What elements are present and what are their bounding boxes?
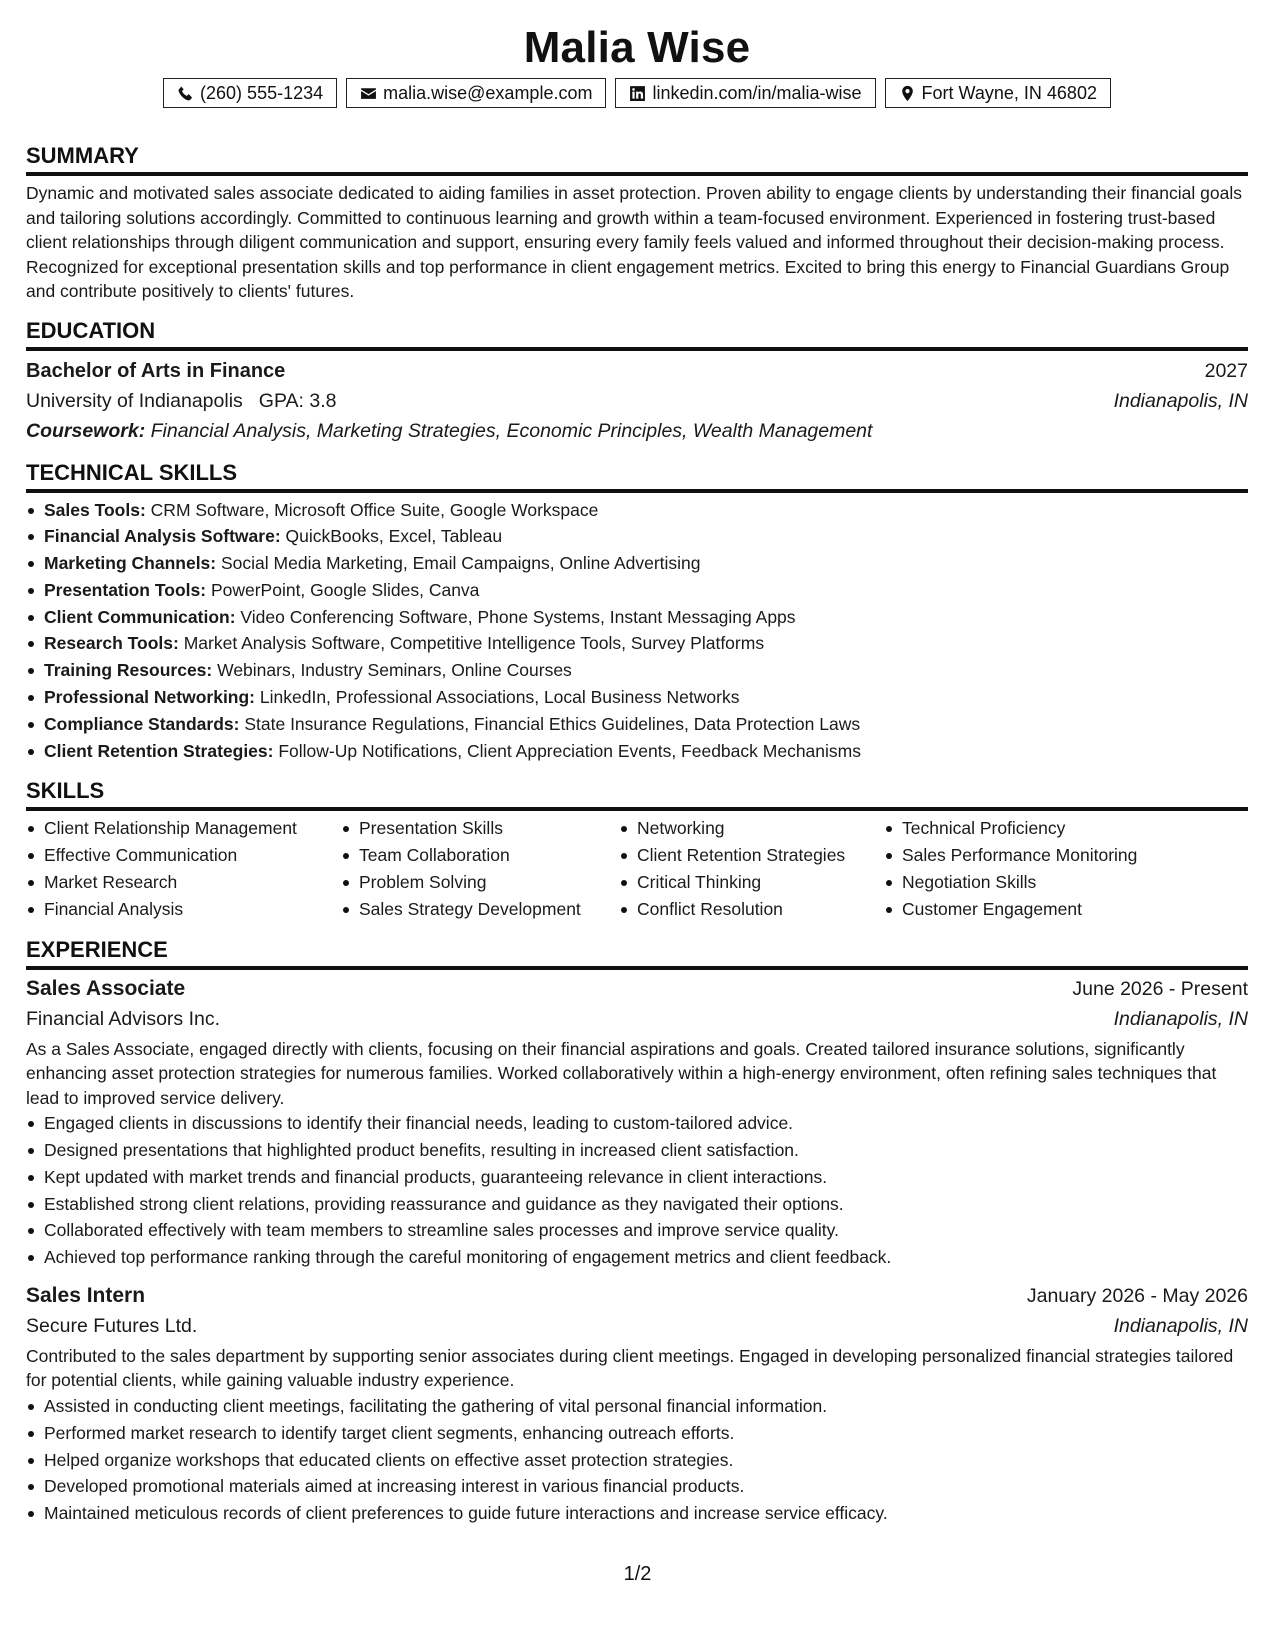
skills-section	[26, 778, 1248, 922]
tech-skill-value: PowerPoint, Google Slides, Canva	[210, 579, 480, 600]
job-description: As a Sales Associate, engaged directly with clients, focusing on their financial aspirations and goals. Created tailored insurance solutions, significantly enhancing asset protection strategies for numerous families. Worked collaboratively within a high-energy environment, often refining sales techniques that lead to improved service delivery.	[26, 1038, 1217, 1108]
tech-skill-value: Market Analysis Software, Competitive Intelligence Tools, Survey Platforms	[183, 633, 765, 654]
envelope-icon	[360, 85, 377, 102]
list-item: Sales Strategy Development	[341, 896, 619, 923]
tech-skill-value: Social Media Marketing, Email Campaigns, Online Advertising	[221, 553, 701, 574]
degree-name: Bachelor of Arts in Finance	[26, 359, 286, 382]
list-item: Helped organize workshops that educated clients on effective asset protection strategies.	[26, 1447, 1248, 1474]
list-item: Problem Solving	[341, 869, 619, 896]
list-item: Established strong client relations, providing reassurance and guidance as they navigated their options.	[26, 1191, 1248, 1218]
technical-skills-heading: TECHNICAL SKILLS	[26, 460, 1248, 493]
experience-section	[26, 937, 1248, 1527]
list-item: Customer Engagement	[884, 896, 1214, 923]
education-degree-row	[26, 356, 1248, 386]
contact-email-text: malia.wise@example.com	[383, 82, 593, 103]
technical-skills-section	[26, 460, 1248, 765]
list-item: Assisted in conducting client meetings, facilitating the gathering of vital personal financial information.	[26, 1393, 1248, 1420]
skills-grid	[26, 815, 1248, 922]
tech-skill-label: Professional Networking:	[44, 687, 256, 708]
list-item: Achieved top performance ranking through the careful monitoring of engagement metrics and client feedback.	[26, 1244, 1248, 1271]
tech-skill-label: Presentation Tools:	[44, 579, 207, 600]
contact-phone[interactable]	[163, 78, 337, 108]
linkedin-icon	[629, 85, 646, 102]
tech-skill-label: Marketing Channels:	[44, 553, 217, 574]
list-item: Developed promotional materials aimed at increasing interest in various financial products.	[26, 1473, 1248, 1500]
job-entry	[26, 974, 1248, 1271]
skills-column	[619, 815, 884, 922]
technical-skills-list	[26, 497, 1248, 765]
tech-skill-label: Sales Tools:	[44, 499, 146, 520]
list-item: Team Collaboration	[341, 842, 619, 869]
skills-column	[341, 815, 619, 922]
list-item	[26, 711, 1248, 738]
list-item: Sales Performance Monitoring	[884, 842, 1214, 869]
education-school-row	[26, 386, 1248, 416]
job-description: Contributed to the sales department by supporting senior associates during client meetings. Engaged in developing personalized financial strategies tailored for potential clients, while gaining valuable industry experience.	[26, 1345, 1234, 1391]
contact-location[interactable]	[885, 78, 1111, 108]
map-pin-icon	[899, 85, 916, 102]
tech-skill-label: Training Resources:	[44, 660, 213, 681]
tech-skill-label: Client Retention Strategies:	[44, 740, 274, 761]
gpa: GPA: 3.8	[258, 389, 337, 412]
list-item: Collaborated effectively with team members to streamline sales processes and improve service quality.	[26, 1217, 1248, 1244]
coursework-line	[26, 416, 1248, 446]
tech-skill-label: Client Communication:	[44, 606, 236, 627]
tech-skill-label: Compliance Standards:	[44, 713, 240, 734]
contact-linkedin[interactable]	[615, 78, 875, 108]
job-title-row	[26, 1281, 1248, 1311]
list-item: Critical Thinking	[619, 869, 884, 896]
tech-skill-value: Video Conferencing Software, Phone Systems, Instant Messaging Apps	[240, 606, 796, 627]
phone-icon	[177, 85, 194, 102]
tech-skill-value: CRM Software, Microsoft Office Suite, Google Workspace	[150, 499, 599, 520]
job-company-row	[26, 1004, 1248, 1034]
job-company: Secure Futures Ltd.	[26, 1314, 198, 1337]
contact-linkedin-text: linkedin.com/in/malia-wise	[652, 82, 862, 103]
school-name: University of Indianapolis	[26, 389, 243, 412]
list-item: Effective Communication	[26, 842, 341, 869]
coursework-list: Financial Analysis, Marketing Strategies, Economic Principles, Wealth Management	[150, 419, 873, 442]
graduation-year: 2027	[1204, 359, 1248, 382]
tech-skill-value: Follow-Up Notifications, Client Appreciation Events, Feedback Mechanisms	[278, 740, 861, 761]
list-item	[26, 657, 1248, 684]
list-item: Financial Analysis	[26, 896, 341, 923]
job-location: Indianapolis, IN	[1113, 1314, 1248, 1337]
contact-bar	[26, 78, 1248, 108]
resume-page	[26, 0, 1248, 1527]
list-item: Designed presentations that highlighted product benefits, resulting in increased client satisfaction.	[26, 1137, 1248, 1164]
job-entry	[26, 1281, 1248, 1527]
experience-heading: EXPERIENCE	[26, 937, 1248, 970]
job-bullets	[26, 1393, 1248, 1527]
skills-column	[26, 815, 341, 922]
skills-heading: SKILLS	[26, 778, 1248, 811]
school-location: Indianapolis, IN	[1113, 389, 1248, 412]
summary-section	[26, 143, 1248, 304]
skills-column	[884, 815, 1214, 922]
list-item: Networking	[619, 815, 884, 842]
job-title: Sales Associate	[26, 976, 186, 1000]
education-section	[26, 318, 1248, 446]
coursework-label: Coursework:	[26, 419, 146, 442]
list-item: Client Relationship Management	[26, 815, 341, 842]
list-item: Conflict Resolution	[619, 896, 884, 923]
job-company-row	[26, 1311, 1248, 1341]
tech-skill-value: QuickBooks, Excel, Tableau	[285, 526, 503, 547]
summary-text: Dynamic and motivated sales associate dedicated to aiding families in asset protection. Proven ability to engage clients by understanding their financial goals and tailoring solutions accordingly. Committed to continuous learning and growth within a team-focused environment. Experienced in fostering trust-based client relationships through diligent communication and support, ensuring every family feels valued and informed throughout their decision-making process. Recognized for exceptional presentation skills and top performance in client engagement metrics. Excited to bring this energy to Financial Guardians Group and contribute positively to clients' futures.	[26, 183, 1242, 301]
job-company: Financial Advisors Inc.	[26, 1007, 221, 1030]
contact-email[interactable]	[346, 78, 606, 108]
list-item: Market Research	[26, 869, 341, 896]
list-item	[26, 497, 1248, 524]
list-item: Client Retention Strategies	[619, 842, 884, 869]
tech-skill-label: Research Tools:	[44, 633, 179, 654]
list-item	[26, 630, 1248, 657]
list-item	[26, 684, 1248, 711]
list-item	[26, 523, 1248, 550]
list-item	[26, 550, 1248, 577]
school-line	[26, 386, 336, 416]
job-title: Sales Intern	[26, 1283, 146, 1307]
list-item: Maintained meticulous records of client preferences to guide future interactions and increase service efficacy.	[26, 1500, 1248, 1527]
tech-skill-value: State Insurance Regulations, Financial Ethics Guidelines, Data Protection Laws	[244, 713, 861, 734]
candidate-name: Malia Wise	[523, 23, 751, 72]
job-dates: January 2026 - May 2026	[1026, 1284, 1248, 1307]
job-dates: June 2026 - Present	[1072, 977, 1248, 1000]
tech-skill-label: Financial Analysis Software:	[44, 526, 281, 547]
list-item: Engaged clients in discussions to identify their financial needs, leading to custom-tailored advice.	[26, 1110, 1248, 1137]
job-location: Indianapolis, IN	[1113, 1007, 1248, 1030]
list-item: Presentation Skills	[341, 815, 619, 842]
list-item	[26, 604, 1248, 631]
tech-skill-value: LinkedIn, Professional Associations, Local Business Networks	[259, 687, 740, 708]
job-title-row	[26, 974, 1248, 1004]
education-heading: EDUCATION	[26, 318, 1248, 351]
list-item: Negotiation Skills	[884, 869, 1214, 896]
page-number: 1/2	[623, 1563, 652, 1585]
list-item: Kept updated with market trends and financial products, guaranteeing relevance in client interactions.	[26, 1164, 1248, 1191]
list-item	[26, 577, 1248, 604]
list-item	[26, 738, 1248, 765]
contact-location-text: Fort Wayne, IN 46802	[921, 82, 1097, 103]
contact-phone-text: (260) 555-1234	[200, 82, 324, 103]
job-bullets	[26, 1110, 1248, 1271]
summary-heading: SUMMARY	[26, 143, 1248, 176]
tech-skill-value: Webinars, Industry Seminars, Online Courses	[217, 660, 572, 681]
list-item: Performed market research to identify target client segments, enhancing outreach efforts.	[26, 1420, 1248, 1447]
list-item: Technical Proficiency	[884, 815, 1214, 842]
